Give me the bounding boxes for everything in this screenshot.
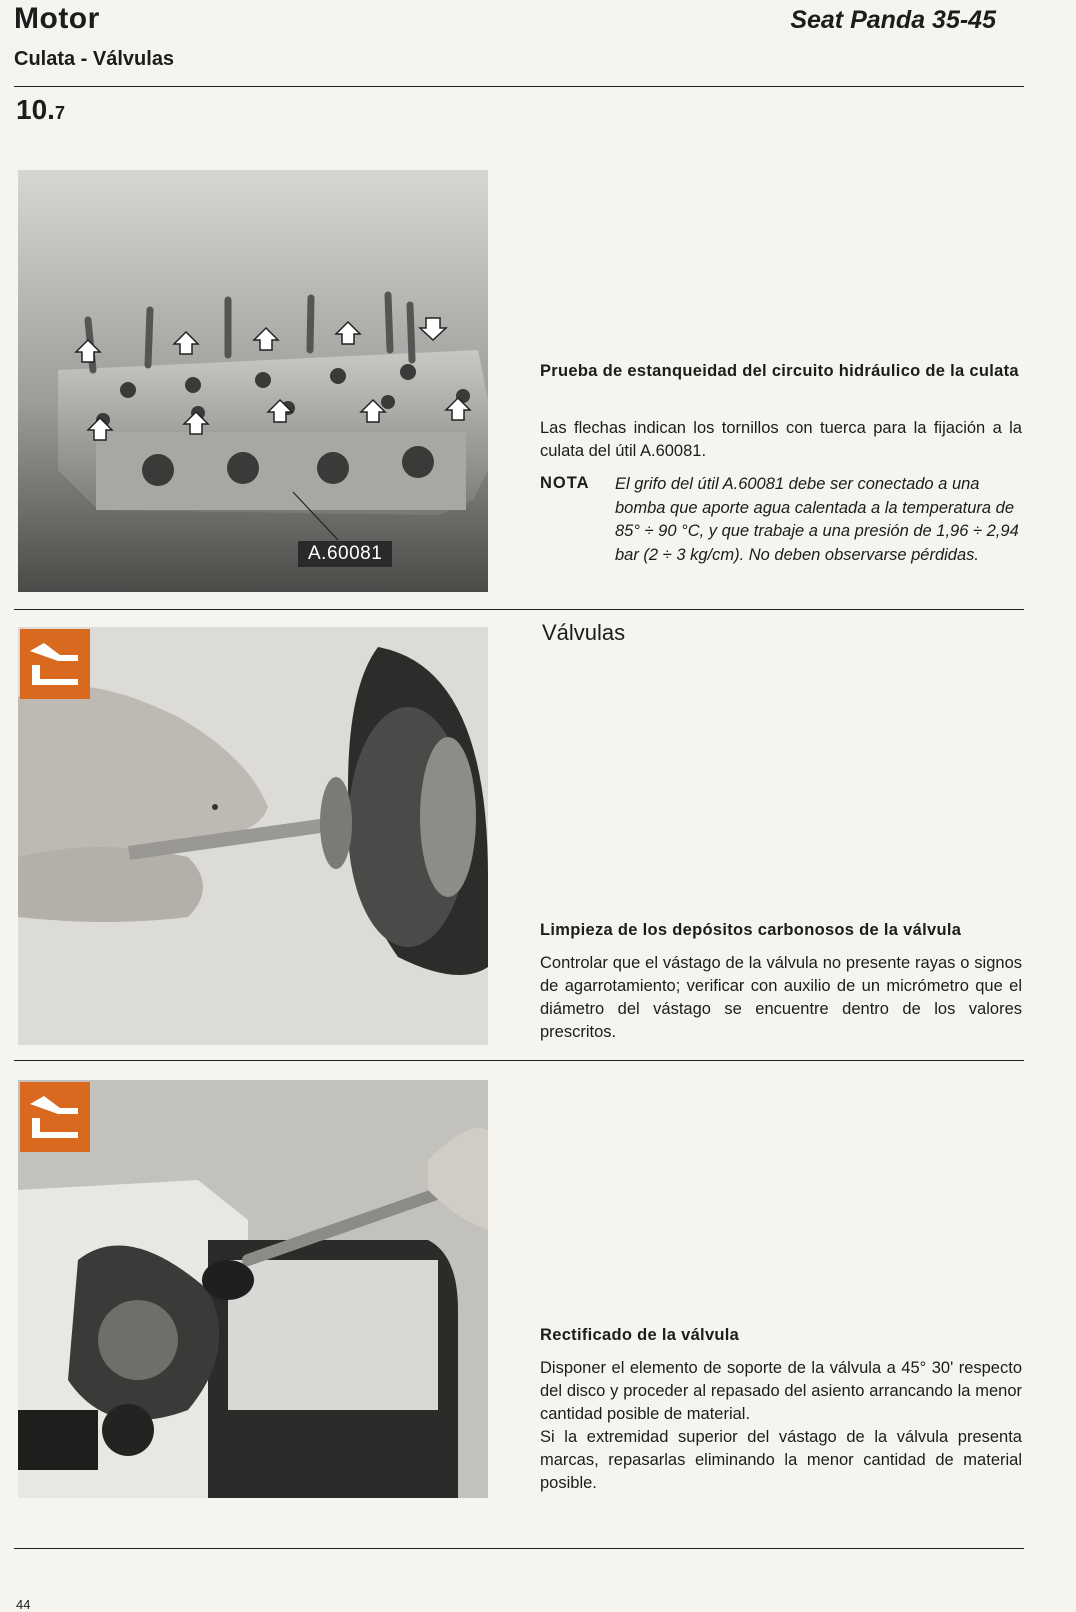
valve-grinding-photo xyxy=(18,1080,488,1498)
wrench-tool-icon xyxy=(20,1082,90,1152)
section-divider-2 xyxy=(14,1060,1024,1061)
page-number: 44 xyxy=(16,1597,31,1612)
section-number: 10.7 xyxy=(16,94,65,125)
block3-text-1: Disponer el elemento de soporte de la válvula a 45° 30' respecto del disco y proceder al repasado del asiento arrancando la menor cantidad posible de material. xyxy=(540,1359,1022,1423)
page-title: Motor xyxy=(14,2,100,35)
cylinder-head-photo xyxy=(18,170,488,592)
block3-text-2: Si la extremidad superior del vástago de la válvula presenta marcas, repasarlas eliminando la menor cantidad de material posible. xyxy=(540,1428,1022,1492)
block2-heading: Limpieza de los depósitos carbonosos de la válvula xyxy=(540,921,962,939)
block3-heading: Rectificado de la válvula xyxy=(540,1326,740,1344)
valve-cleaning-photo xyxy=(18,627,488,1045)
wrench-tool-icon xyxy=(20,629,90,699)
footer-divider xyxy=(14,1548,1024,1549)
page-subtitle: Culata - Válvulas xyxy=(14,48,175,70)
tool-callout-label: A.60081 xyxy=(298,541,392,567)
nota-label: NOTA xyxy=(540,474,590,492)
brand-title: Seat Panda 35-45 xyxy=(790,6,996,34)
block1-text: Las flechas indican los tornillos con tuerca para la fijación a la culata del útil A.60081. xyxy=(540,419,1022,460)
section-title-valvulas: Válvulas xyxy=(542,620,626,645)
block1-heading: Prueba de estanqueidad del circuito hidráulico de la culata xyxy=(540,362,1019,380)
header-divider xyxy=(14,86,1024,87)
nota-text: El grifo del útil A.60081 debe ser conectado a una bomba que aporte agua calentada a la temperatura de 85° ÷ 90 °C, y que trabaje a una presión de 1,96 ÷ 2,94 bar (2 ÷ 3 kg/cm). No deben observarse pérdidas. xyxy=(615,475,1019,564)
block2-text: Controlar que el vástago de la válvula no presente rayas o signos de agarrotamiento; verificar con auxilio de un micrómetro que el diámetro del vástago se encuentre dentro de los valores prescritos. xyxy=(540,954,1022,1041)
section-divider-1 xyxy=(14,609,1024,610)
